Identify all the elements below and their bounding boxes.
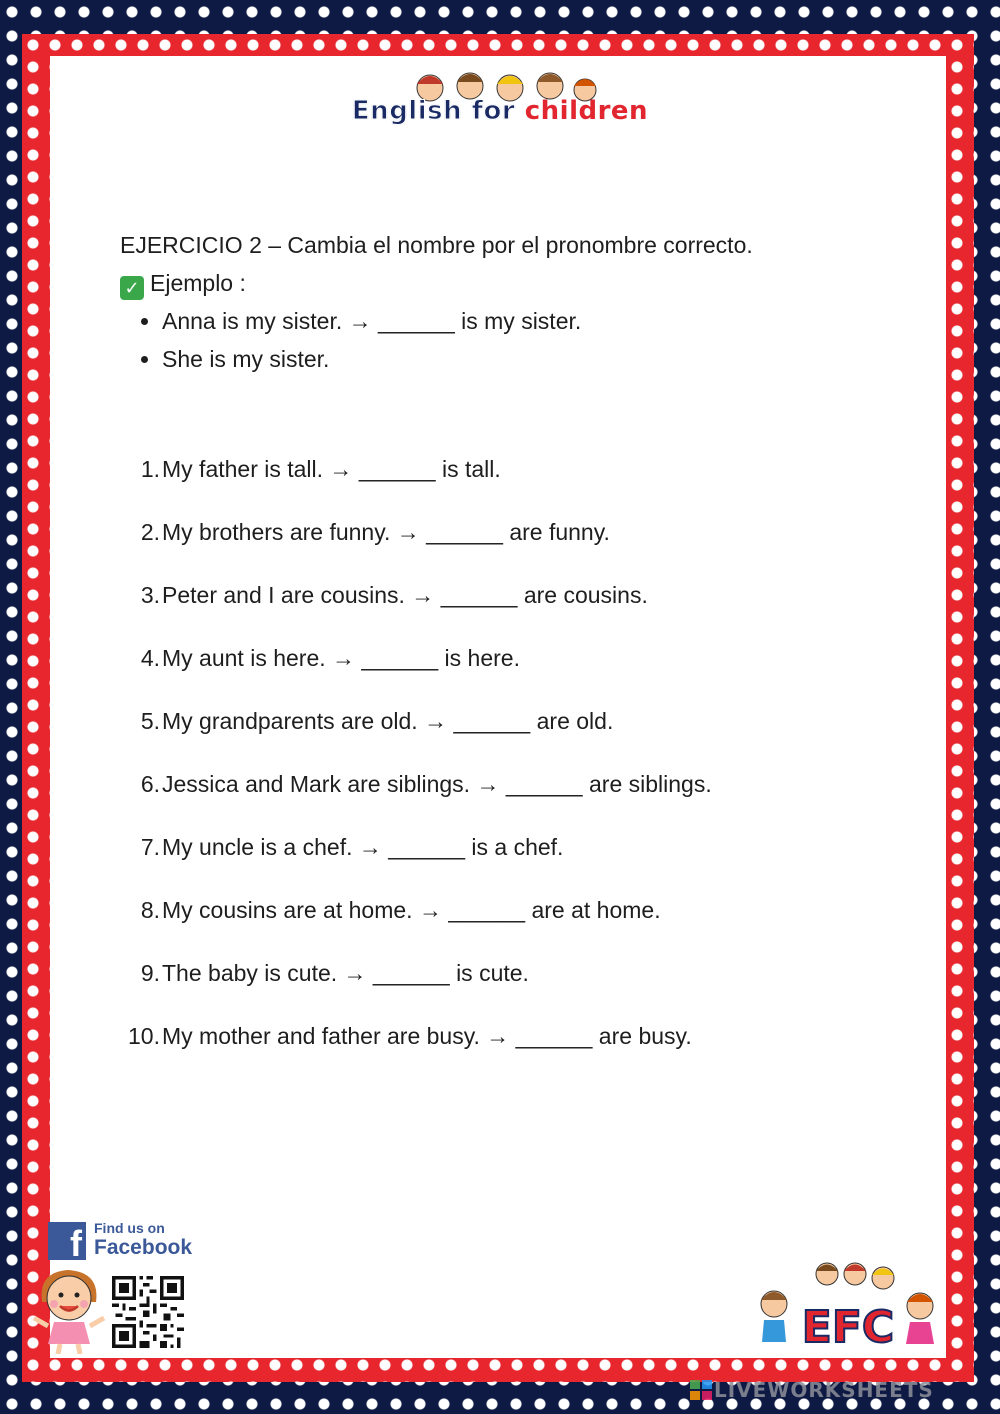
- liveworksheets-watermark: [690, 1378, 990, 1402]
- exercise-item: [120, 765, 880, 828]
- example-heading: [120, 264, 880, 302]
- brand-title-children: children: [524, 96, 649, 126]
- exercise-number: 3.: [140, 582, 160, 608]
- exercise-text: The baby is cute. → ______ is cute.: [162, 960, 529, 986]
- exercise-number: 7.: [140, 834, 160, 860]
- exercise-text: My uncle is a chef. → ______ is a chef.: [162, 834, 564, 860]
- kid-face-icon: [761, 1291, 787, 1342]
- exercise-text: Peter and I are cousins. → ______ are cousins.: [162, 582, 648, 608]
- exercise-text: My brothers are funny. → ______ are funny.: [162, 519, 610, 545]
- liveworksheets-logo-icon: [690, 1380, 712, 1400]
- exercise-number: 9.: [140, 960, 160, 986]
- example-item: • She is my sister.: [162, 340, 880, 378]
- efc-logo-text: EFC: [801, 1302, 895, 1353]
- exercise-item: [120, 1017, 880, 1080]
- check-mark-icon: ✓: [120, 276, 144, 300]
- exercise-text: Jessica and Mark are siblings. → ______ are siblings.: [162, 771, 712, 797]
- kid-face-icon: [844, 1263, 866, 1285]
- exercise-title: EJERCICIO 2 – Cambia el nombre por el pronombre correcto.: [120, 232, 753, 258]
- exercise-item: [120, 576, 880, 639]
- exercise-text: My cousins are at home. → ______ are at home.: [162, 897, 661, 923]
- watermark-text: LIVEWORKSHEETS: [714, 1378, 934, 1402]
- facebook-icon: f: [48, 1222, 86, 1260]
- efc-logo-illustration: [752, 1256, 944, 1356]
- exercise-number: 10.: [128, 1023, 160, 1049]
- exercise-text: My grandparents are old. → ______ are old.: [162, 708, 614, 734]
- exercise-list: [120, 450, 880, 1080]
- example-item: • Anna is my sister. → ______ is my sister.: [162, 302, 880, 340]
- exercise-item: [120, 702, 880, 765]
- exercise-number: 8.: [140, 897, 160, 923]
- qr-code[interactable]: [112, 1276, 184, 1348]
- exercise-number: 4.: [140, 645, 160, 671]
- girl-cartoon-icon: [28, 1262, 110, 1354]
- exercise-item: [120, 954, 880, 1017]
- exercise-item: [120, 639, 880, 702]
- example-list: [120, 302, 880, 378]
- exercise-text: My aunt is here. → ______ is here.: [162, 645, 520, 671]
- kid-face-icon: [816, 1263, 838, 1285]
- exercise-item: [120, 513, 880, 576]
- exercise-number: 2.: [140, 519, 160, 545]
- kid-face-icon: [872, 1267, 894, 1289]
- kid-face-icon: [906, 1293, 934, 1344]
- exercise-text: My father is tall. → ______ is tall.: [162, 456, 501, 482]
- facebook-find-us: Find us on: [94, 1220, 165, 1236]
- facebook-badge[interactable]: [48, 1220, 218, 1264]
- exercise-number: 1.: [140, 456, 160, 482]
- example-label: Ejemplo :: [150, 270, 246, 296]
- exercise-item: [120, 891, 880, 954]
- facebook-label: Facebook: [94, 1236, 193, 1259]
- brand-title: [330, 96, 670, 126]
- exercise-number: 5.: [140, 708, 160, 734]
- exercise-text: My mother and father are busy. → ______ are busy.: [162, 1023, 692, 1049]
- exercise-item: [120, 828, 880, 891]
- exercise-number: 6.: [140, 771, 160, 797]
- brand-title-english: English for: [351, 96, 516, 126]
- instructions-section: [120, 226, 880, 378]
- exercise-item: [120, 450, 880, 513]
